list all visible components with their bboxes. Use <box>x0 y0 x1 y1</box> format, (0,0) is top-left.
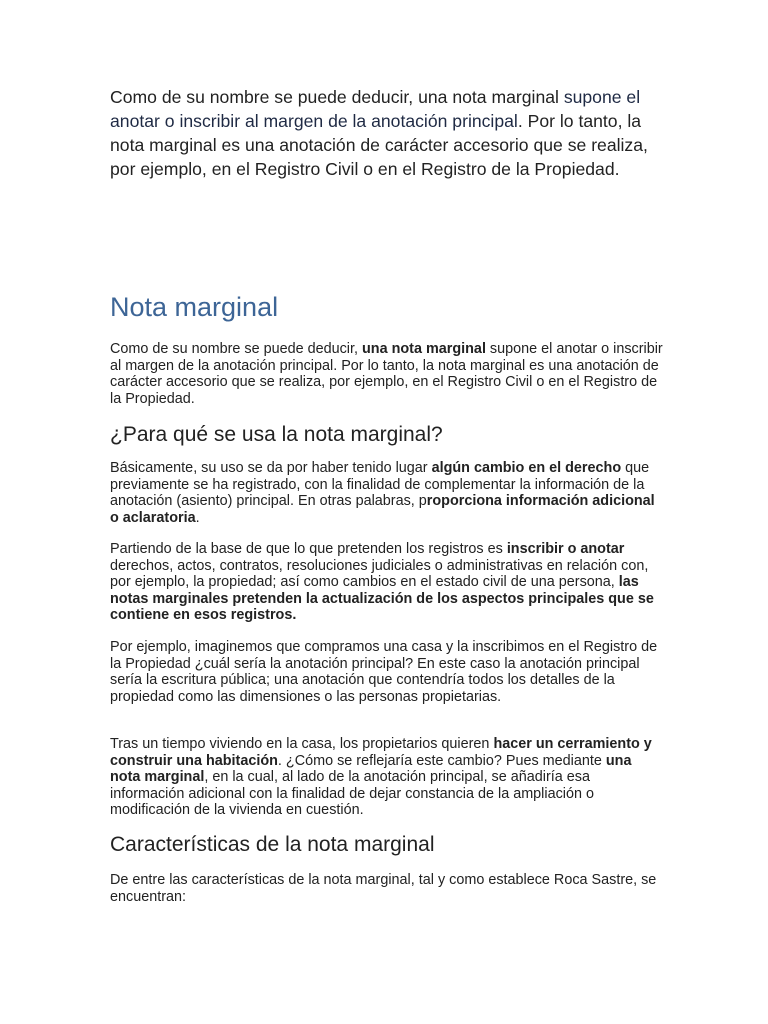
intro-text-end: . Por lo tanto, la nota marginal es una anotación de carácter accesorio que se realiza, por ejemplo, en el Registro Civil o en el Registro de la Propiedad. <box>110 111 648 179</box>
paragraph-uso <box>110 460 665 526</box>
bold-run: las notas marginales pretenden la actualización de los aspectos principales que se contiene en esos registros. <box>110 574 654 624</box>
heading-caracteristicas: Características de la nota marginal <box>110 833 435 856</box>
bold-run: hacer un cerramiento y construir una habitación <box>110 736 652 769</box>
paragraph-ejemplo: Por ejemplo, imaginemos que compramos una casa y la inscribimos en el Registro de la Propiedad ¿cuál sería la anotación principal? En este caso la anotación principal sería la escritura pública; una anotación que contendría todos los detalles de la propiedad como las dimensiones o las personas propietarias. <box>110 639 658 705</box>
text-run: supone el anotar o inscribir al margen de la anotación principal. Por lo tanto, la nota marginal es una anotación de carácter accesorio que se realiza, por ejemplo, en el Registro Civil o en el Registro de la Propiedad. <box>110 341 663 407</box>
text-run: Partiendo de la base de que lo que pretenden los registros es <box>110 541 507 557</box>
text-run: . ¿Cómo se reflejaría este cambio? Pues mediante <box>277 752 606 769</box>
paragraph-caracteristicas: De entre las características de la nota marginal, tal y como establece Roca Sastre, se encuentran: <box>110 872 657 905</box>
paragraph-tras-un-tiempo <box>110 736 665 819</box>
bold-run: roporciona información adicional o aclaratoria <box>110 493 655 526</box>
text-run: , en la cual, al lado de la anotación principal, se añadiría esa información adicional con la finalidad de dejar constancia de la ampliación o modificación de la vivienda en cuestión. <box>110 769 594 819</box>
section-title: Nota marginal <box>110 292 279 322</box>
bold-run: inscribir o anotar <box>506 541 625 557</box>
text-run: Tras un tiempo viviendo en la casa, los propietarios quieren <box>110 736 494 752</box>
text-run: Como de su nombre se puede deducir, <box>110 341 362 357</box>
intro-highlighted-phrase: supone el anotar o inscribir al margen de la anotación principal <box>110 87 641 131</box>
paragraph-registros <box>110 541 665 624</box>
text-run: . <box>195 509 200 526</box>
heading-para-que: ¿Para qué se usa la nota marginal? <box>110 423 443 446</box>
paragraph-definition <box>110 341 665 407</box>
bold-run: una nota marginal <box>362 341 486 357</box>
intro-paragraph <box>110 85 670 181</box>
text-run: Básicamente, su uso se da por haber tenido lugar <box>110 460 432 476</box>
text-run: que previamente se ha registrado, con la finalidad de complementar la información de la anotación (asiento) principal. En otras palabras, p <box>110 460 650 510</box>
text-run: derechos, actos, contratos, resoluciones judiciales o administrativas en relación con, por ejemplo, la propiedad; así como cambios en el estado civil de una persona, <box>110 557 649 591</box>
intro-text-start: Como de su nombre se puede deducir, una nota marginal <box>110 87 564 107</box>
bold-run: una nota marginal <box>110 752 632 786</box>
bold-run: algún cambio en el derecho <box>431 460 622 476</box>
